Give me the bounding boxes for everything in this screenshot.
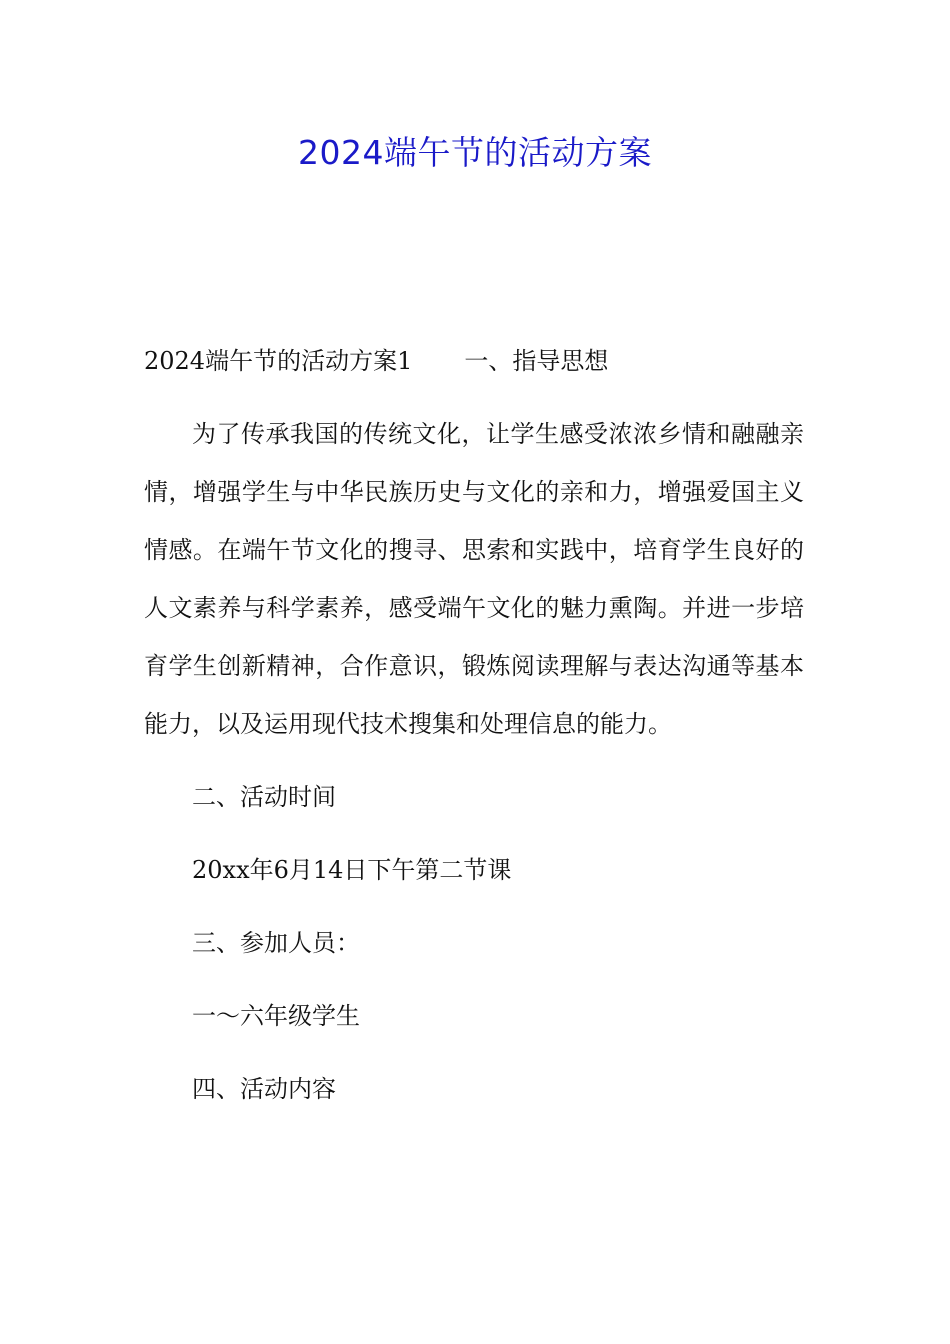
- document-title: 2024端午节的活动方案: [298, 133, 652, 172]
- first-line: [144, 332, 804, 390]
- heading-activity-time: 二、活动时间: [192, 783, 336, 811]
- heading-participants: 三、参加人员：: [192, 929, 360, 957]
- heading-activity-content: 四、活动内容: [192, 1075, 336, 1103]
- plan-number-label: 2024端午节的活动方案1: [144, 347, 413, 375]
- activity-time-text: 20xx年6月14日下午第二节课: [192, 856, 512, 884]
- paragraph-guiding-principle: 为了传承我国的传统文化，让学生感受浓浓乡情和融融亲情，增强学生与中华民族历史与文化的亲和力，增强爱国主义情感。在端午节文化的搜寻、思索和实践中，培育学生良好的人文素养与科学素养，感受端午文化的魅力熏陶。并进一步培育学生创新精神，合作意识，锻炼阅读理解与表达沟通等基本能力，以及运用现代技术搜集和处理信息的能力。: [144, 420, 804, 738]
- participants-text: 一～六年级学生: [192, 1002, 360, 1030]
- heading-guiding-principle: 一、指导思想: [464, 347, 609, 375]
- document-body: [144, 332, 804, 1133]
